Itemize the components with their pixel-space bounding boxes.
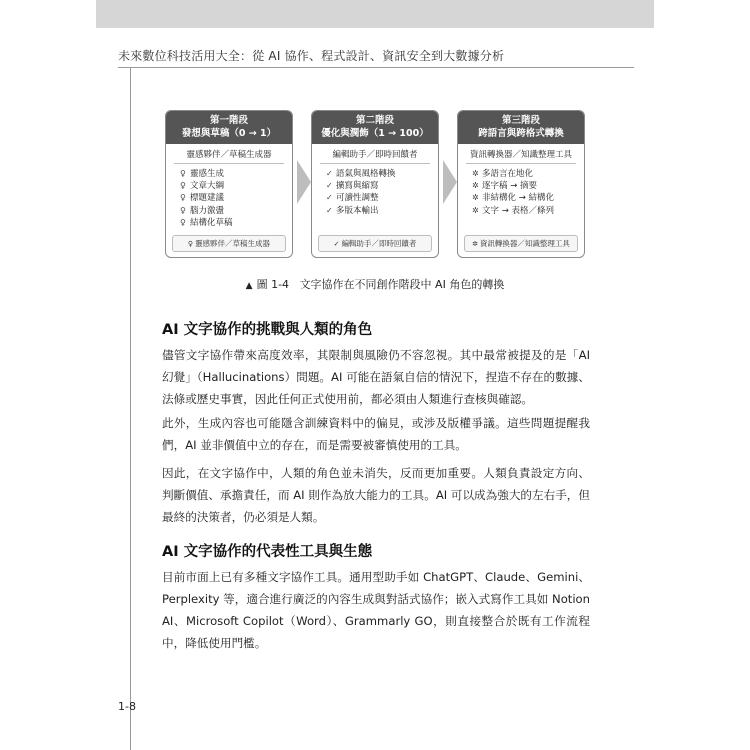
list-item [472,192,584,204]
stage-2-subtitle: 優化與潤飾（1 → 100） [321,128,429,139]
arrow-right-icon [443,160,457,204]
figure-caption-text: 文字協作在不同創作階段中 AI 角色的轉換 [299,278,505,291]
paragraph: 此外，生成內容也可能隱含訓練資料中的偏見，或涉及版權爭議。這些問題提醒我們，AI 並非價值中立的存在，而是需要被審慎使用的工具。 [162,416,590,452]
list-item-text: 語氣與風格轉換 [336,169,396,179]
list-item-text: 非結構化 → 結構化 [482,193,555,204]
stage-1-footer [172,235,286,252]
running-header: 未來數位科技活用大全：從 AI 協作、程式設計、資訊安全到大數據分析 [118,49,505,63]
list-item-text: 多版本輸出 [336,205,379,216]
list-item-text: 靈感生成 [190,169,225,179]
page-number: 1-8 [118,700,136,713]
checkmark-icon: ✓ [326,181,333,191]
lightbulb-icon: ♀ [180,193,186,203]
gear-icon: ✲ [472,193,479,203]
stage-3-header [458,111,584,144]
stage-2-title: 第二階段 [355,115,394,126]
list-item [180,217,292,229]
list-item-text: 可讀性調整 [336,193,379,204]
list-item [326,180,438,192]
stage-2-footer-text: 編輯助手／即時回饋者 [341,239,417,248]
side-rule [130,68,131,750]
list-item-text: 擴寫與縮寫 [336,181,379,192]
stage-3-role: 資訊轉換器／知識整理工具 [466,144,576,164]
checkmark-icon: ✓ [326,193,333,203]
stage-2-header [312,111,438,144]
list-item-text: 結構化草稿 [190,217,233,228]
list-item [472,205,584,217]
header-rule [118,67,634,68]
list-item [326,192,438,204]
stage-3-footer-text: 資訊轉換器／知識整理工具 [479,239,570,248]
checkmark-icon: ✓ [333,240,340,248]
figure-label: 圖 1-4 [256,278,290,291]
list-item [326,168,438,180]
stage-2-footer [318,235,432,252]
list-item-text: 文章大綱 [190,181,225,192]
stage-2-box [311,110,439,258]
stage-3-box [457,110,585,258]
ai-role-stages-diagram [165,110,585,260]
paragraph: 目前市面上已有多種文字協作工具。通用型助手如 ChatGPT、Claude、Gemini、Perplexity 等，適合進行廣泛的內容生成與對話式協作；嵌入式寫作工具如 Notion AI、Microsoft Copilot（Word）、Grammarly GO，則直接整合於既有工作流程中，降低使用門檻。 [162,570,590,650]
stage-3-subtitle: 跨語言與跨格式轉換 [478,128,564,139]
list-item [472,180,584,192]
list-item-text: 逐字稿 → 摘要 [482,181,538,192]
list-item-text: 標題建議 [190,193,225,204]
checkmark-icon: ✓ [326,205,333,215]
stage-3-list [472,168,584,217]
list-item-text: 腦力激盪 [190,205,225,216]
list-item [180,180,292,192]
lightbulb-icon: ♀ [180,169,186,178]
lightbulb-icon: ♀ [180,217,186,227]
lightbulb-icon: ♀ [187,240,194,248]
stage-3-footer [464,235,578,252]
list-item-text: 文字 → 表格／條列 [482,205,555,216]
stage-2-role: 編輯助手／即時回饋者 [320,144,430,164]
top-gray-bar [96,0,654,28]
gear-icon: ✲ [472,169,479,178]
paragraph: 因此，在文字協作中，人類的角色並未消失，反而更加重要。人類負責設定方向、判斷價值、承擔責任，而 AI 則作為放大能力的工具。AI 可以成為強大的左右手，但最終的決策者，仍必須是人類。 [162,466,590,524]
list-item [180,168,292,180]
stage-2-list [326,168,438,217]
stage-1-title: 第一階段 [209,115,248,126]
section-title-tools: AI 文字協作的代表性工具與生態 [162,544,373,560]
arrow-right-icon [297,160,311,204]
figure-caption [0,276,750,292]
list-item [180,205,292,217]
stage-1-list [180,168,292,229]
lightbulb-icon: ♀ [180,181,186,191]
list-item-text: 多語言在地化 [482,169,534,179]
stage-1-box [165,110,293,258]
lightbulb-icon: ♀ [180,205,186,215]
paragraph: 儘管文字協作帶來高度效率，其限制與風險仍不容忽視。其中最常被提及的是「AI 幻覺」（Hallucinations）問題。AI 可能在語氣自信的情況下，捏造不存在的數據、法條或歷史事實，因此任何正式使用前，都必須由人類進行查核與確認。 [162,348,590,406]
list-item [326,205,438,217]
gear-icon: ✲ [472,205,479,215]
stage-1-footer-text: 靈感夥伴／草稿生成器 [195,239,271,248]
triangle-up-icon: ▲ [245,281,253,291]
gear-icon: ✲ [472,181,479,191]
stage-1-header [166,111,292,144]
stage-1-subtitle: 發想與草稿（0 → 1） [181,128,277,139]
stage-3-title: 第三階段 [501,115,540,126]
gear-icon: ✲ [472,240,478,248]
list-item [180,192,292,204]
section-title-challenges: AI 文字協作的挑戰與人類的角色 [162,322,373,338]
checkmark-icon: ✓ [326,169,333,178]
stage-1-role: 靈感夥伴／草稿生成器 [174,144,284,164]
list-item [472,168,584,180]
